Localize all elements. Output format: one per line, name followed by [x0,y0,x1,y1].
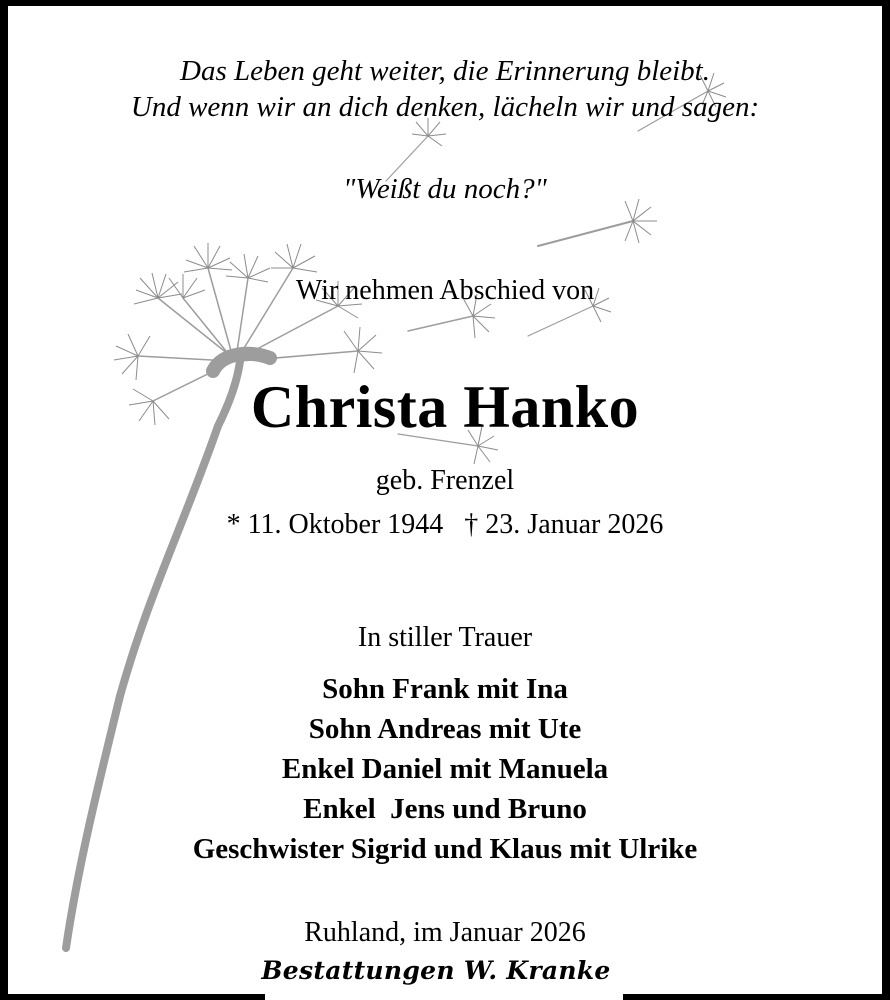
maiden-name: geb. Frenzel [375,465,515,496]
mourner-line: Enkel Daniel mit Manuela [281,753,609,785]
life-dates: * 11. Oktober 1944 † 23. Januar 2026 [226,509,664,540]
frame-gap [265,988,623,1000]
obituary-notice [8,6,882,994]
place-date: Ruhland, im Januar 2026 [304,917,586,948]
funeral-home-signature: Bestattungen W. Kranke [261,956,611,985]
quote-line-3: "Weißt du noch?" [343,173,547,205]
mourners-heading: In stiller Trauer [357,622,533,653]
mourner-line: Geschwister Sigrid und Klaus mit Ulrike [192,833,698,865]
mourner-line: Enkel Jens und Bruno [303,793,587,825]
quote-line-1: Das Leben geht weiter, die Erinnerung bleibt. [180,55,710,87]
quote-line-2: Und wenn wir an dich denken, lächeln wir und sagen: [130,91,760,123]
mourner-line: Sohn Frank mit Ina [322,673,568,705]
deceased-name: Christa Hanko [250,374,640,440]
farewell-intro: Wir nehmen Abschied von [295,275,595,306]
mourner-line: Sohn Andreas mit Ute [308,713,582,745]
